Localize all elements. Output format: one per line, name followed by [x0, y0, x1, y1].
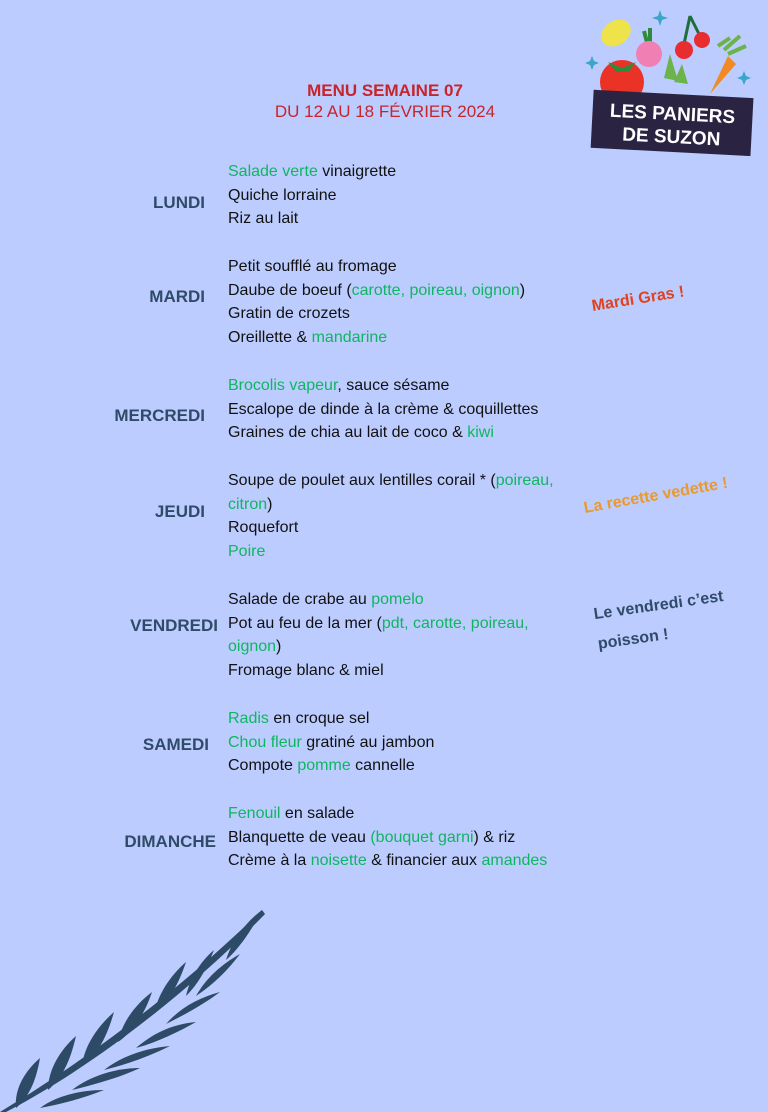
- menu-text: Fromage blanc & miel: [228, 661, 384, 679]
- menu-text: Salade de crabe au: [228, 591, 372, 608]
- menu-text: Crème à la: [228, 852, 311, 870]
- menu-text: Daube de boeuf (: [228, 281, 352, 299]
- menu-line: [228, 588, 588, 612]
- menu-line: [228, 802, 588, 826]
- menu-text: Roquefort: [228, 519, 299, 537]
- menu-text: Oreillette &: [228, 328, 312, 346]
- day-label-jeudi: JEUDI: [154, 502, 205, 521]
- menu-line: [228, 826, 588, 850]
- menu-line: [228, 754, 588, 778]
- menu-text: Quiche lorraine: [228, 186, 337, 204]
- menu-title: MENU SEMAINE 07: [307, 81, 463, 100]
- menu-text: en croque sel: [268, 710, 370, 727]
- menu-line: [228, 398, 588, 422]
- day-menu-mardi: [228, 255, 588, 349]
- ingredient-highlight: pomelo: [371, 591, 424, 608]
- menu-line: [228, 516, 588, 540]
- ingredient-highlight: kiwi: [467, 424, 494, 442]
- menu-line: [228, 707, 588, 731]
- menu-text: vinaigrette: [317, 163, 397, 180]
- menu-line: [228, 255, 588, 279]
- olive-branch-icon: [0, 900, 280, 1112]
- note-recette-vedette: La recette vedette !: [582, 474, 730, 517]
- menu-line: [228, 160, 588, 184]
- ingredient-highlight: poireau,: [495, 472, 554, 489]
- menu-line: [228, 469, 588, 493]
- note-vendredi-poisson: Le vendredi c’est poisson !: [592, 588, 725, 653]
- menu-text: Soupe de poulet aux lentilles corail * (: [228, 472, 496, 489]
- menu-text: gratiné au jambon: [301, 733, 435, 751]
- menu-text: Blanquette de veau: [228, 828, 371, 846]
- menu-text: en salade: [280, 805, 355, 822]
- day-menu-lundi: [228, 160, 588, 231]
- menu-text: ) & riz: [473, 828, 516, 846]
- menu-text: cannelle: [350, 757, 415, 775]
- menu-text: ): [267, 495, 273, 513]
- day-label-mardi: MARDI: [149, 287, 205, 306]
- menu-text: ): [519, 281, 526, 299]
- day-label-vendredi: VENDREDI: [130, 616, 218, 635]
- menu-line: [228, 207, 588, 231]
- menu-line: [228, 540, 588, 564]
- menu-text: Riz au lait: [228, 210, 299, 228]
- menu-header: [230, 81, 540, 122]
- menu-line: [228, 635, 588, 659]
- ingredient-highlight: Fenouil: [228, 805, 281, 822]
- menu-text: Graines de chia au lait de coco &: [228, 424, 468, 442]
- day-menu-mercredi: [228, 374, 588, 445]
- ingredient-highlight: Radis: [228, 710, 269, 727]
- ingredient-highlight: pomme: [297, 757, 351, 775]
- menu-line: [228, 849, 588, 873]
- radish-icon: [636, 28, 662, 67]
- day-menu-samedi: [228, 707, 588, 778]
- ingredient-highlight: mandarine: [311, 328, 388, 346]
- menu-text: & financier aux: [366, 852, 482, 870]
- menu-line: [228, 731, 588, 755]
- menu-line: [228, 374, 588, 398]
- menu-line: [228, 279, 588, 303]
- day-label-mercredi: MERCREDI: [114, 406, 205, 425]
- menu-text: Gratin de crozets: [228, 305, 350, 323]
- les-paniers-de-suzon-logo: [578, 6, 768, 156]
- ingredient-highlight: citron: [228, 495, 268, 513]
- day-label-lundi: LUNDI: [153, 193, 205, 212]
- ingredient-highlight: noisette: [310, 852, 367, 870]
- menu-line: [228, 493, 588, 517]
- cherry-icon: [675, 16, 710, 59]
- menu-line: [228, 612, 588, 636]
- menu-dates: DU 12 AU 18 FÉVRIER 2024: [274, 102, 496, 121]
- ingredient-highlight: amandes: [481, 852, 548, 870]
- menu-text: Escalope de dinde à la crème & coquillettes: [228, 400, 539, 418]
- carrot-icon: [710, 36, 746, 94]
- ingredient-highlight: Salade verte: [228, 163, 318, 180]
- menu-line: [228, 184, 588, 208]
- day-menu-vendredi: [228, 588, 588, 682]
- brand-label: [591, 90, 754, 156]
- day-label-samedi: SAMEDI: [142, 735, 209, 754]
- ingredient-highlight: Chou fleur: [228, 733, 302, 751]
- menu-text: Petit soufflé au fromage: [228, 258, 397, 275]
- svg-text:LES PANIERS: LES PANIERS: [609, 100, 736, 129]
- menu-line: [228, 326, 588, 350]
- day-label-dimanche: DIMANCHE: [124, 832, 216, 851]
- ingredient-highlight: carotte, poireau, oignon: [351, 281, 520, 299]
- menu-line: [228, 302, 588, 326]
- ingredient-highlight: (bouquet garni: [370, 828, 474, 846]
- note-mardi-gras: Mardi Gras !: [590, 283, 686, 315]
- ingredient-highlight: Poire: [228, 542, 266, 560]
- menu-line: [228, 659, 588, 683]
- lemon-icon: [596, 14, 636, 52]
- day-menu-dimanche: [228, 802, 588, 873]
- menu-text: Compote: [228, 757, 298, 775]
- ingredient-highlight: pdt, carotte, poireau,: [381, 614, 529, 632]
- svg-text:DE SUZON: DE SUZON: [621, 124, 721, 151]
- ingredient-highlight: Brocolis vapeur: [228, 377, 338, 394]
- menu-text: ): [276, 638, 282, 656]
- menu-text: , sauce sésame: [337, 377, 450, 394]
- ingredient-highlight: oignon: [228, 638, 277, 656]
- day-menu-jeudi: [228, 469, 588, 563]
- menu-line: [228, 421, 588, 445]
- menu-text: Pot au feu de la mer (: [228, 614, 382, 632]
